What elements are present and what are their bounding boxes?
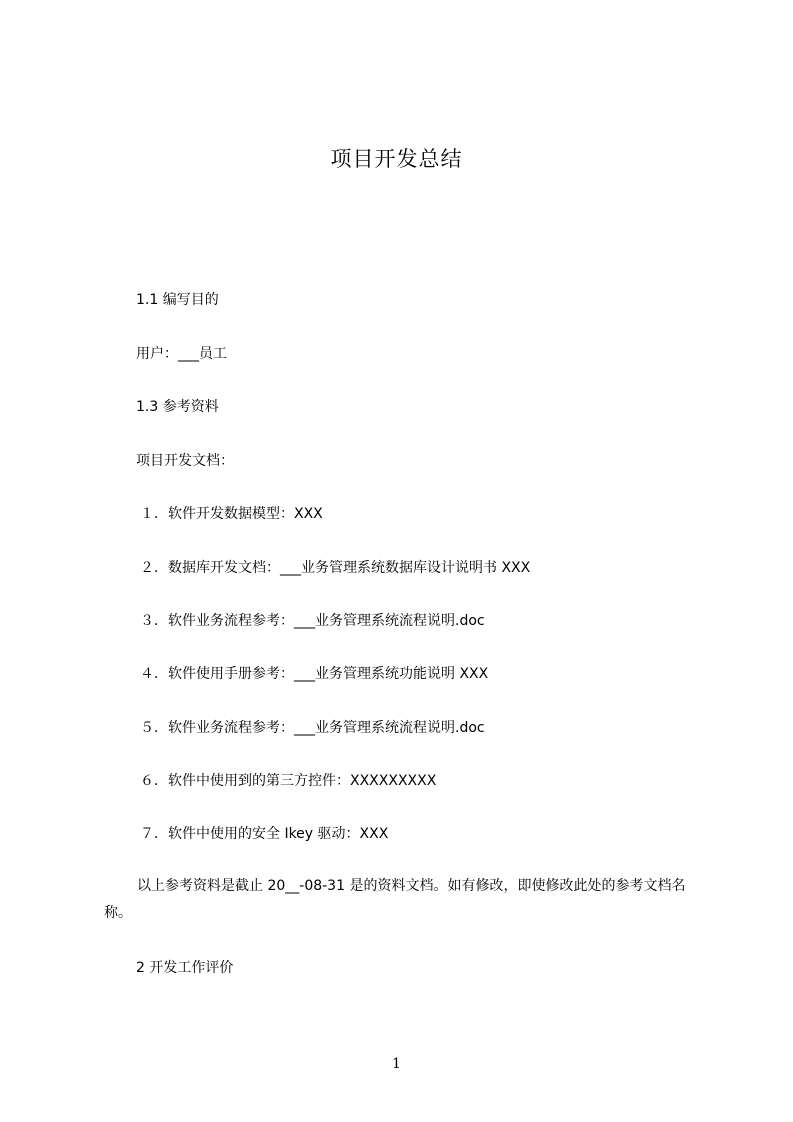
reference-item: ６．软件中使用到的第三方控件：XXXXXXXXX bbox=[140, 773, 437, 789]
user-line: 用户：___员工 bbox=[136, 346, 227, 362]
reference-item: １．软件开发数据模型：XXX bbox=[140, 506, 323, 522]
section-heading-purpose: 1.1 编写目的 bbox=[136, 292, 219, 308]
section-heading-evaluation: 2 开发工作评价 bbox=[136, 960, 234, 976]
references-note-paragraph: 以上参考资料是截止 20__-08-31 是的资料文档。如有修改，即使修改此处的参考文档名称。 bbox=[104, 878, 686, 921]
section-heading-references: 1.3 参考资料 bbox=[136, 399, 219, 415]
document-title: 项目开发总结 bbox=[330, 147, 463, 171]
reference-item: ２．数据库开发文档：___业务管理系统数据库设计说明书 XXX bbox=[140, 560, 531, 576]
project-docs-label: 项目开发文档： bbox=[136, 453, 234, 469]
reference-item: ７．软件中使用的安全 Ikey 驱动：XXX bbox=[140, 826, 389, 842]
reference-item: ４．软件使用手册参考：___业务管理系统功能说明 XXX bbox=[140, 666, 489, 682]
page-number: 1 bbox=[392, 1056, 401, 1072]
reference-item: ３．软件业务流程参考：___业务管理系统流程说明.doc bbox=[140, 613, 485, 629]
reference-item: ５．软件业务流程参考：___业务管理系统流程说明.doc bbox=[140, 720, 485, 736]
